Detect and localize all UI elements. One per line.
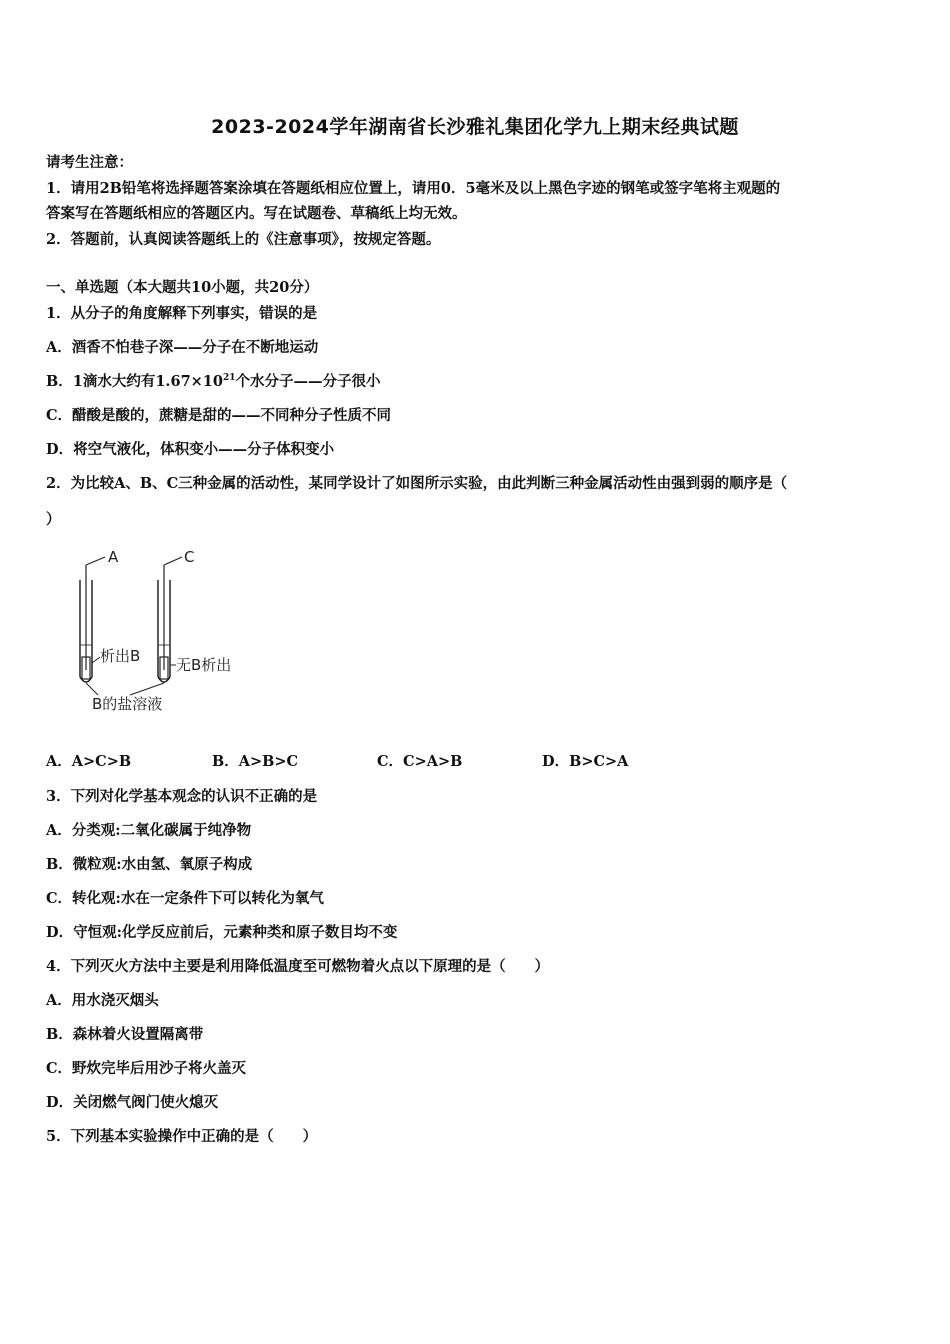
notice-item-1-line-2: 答案写在答题纸相应的答题区内。写在试题卷、草稿纸上均无效。 [46,205,467,222]
notice-item-1-line-1: 1．请用2B铅笔将选择题答案涂填在答题纸相应位置上，请用0．5毫米及以上黑色字迹的钢笔或签字笔将主观题的 [46,180,781,197]
label-metal-a: A [108,548,119,566]
label-no-precipitate: 无B析出 [176,656,232,674]
q2-stem-line-2: ） [46,511,61,528]
section-heading: 一、单选题（本大题共10小题，共20分） [46,279,319,296]
q2-test-tube-figure [70,545,270,720]
q1-option-c: C．醋酸是酸的，蔗糖是甜的——不同种分子性质不同 [46,407,392,424]
q2-figure-svg [70,545,270,720]
notice-heading: 请考生注意： [46,154,133,171]
q2-option-c: C．C>A>B [377,753,463,770]
q2-option-d: D．B>C>A [542,753,629,770]
q3-stem: 3．下列对化学基本观念的认识不正确的是 [46,788,318,805]
exam-title: 2023-2024学年湖南省长沙雅礼集团化学九上期末经典试题 [211,116,739,138]
q1-stem: 1．从分子的角度解释下列事实，错误的是 [46,305,318,322]
q3-option-a: A．分类观:二氧化碳属于纯净物 [46,822,252,839]
q3-option-c: C．转化观:水在一定条件下可以转化为氧气 [46,890,324,907]
q2-stem-line-1: 2．为比较A、B、C三种金属的活动性，某同学设计了如图所示实验，由此判断三种金属活动性由强到弱的顺序是（ [46,475,788,492]
q4-option-c: C．野炊完毕后用沙子将火盖灭 [46,1060,247,1077]
q1-option-b-pre: B．1滴水大约有1.67×10 [46,373,223,390]
q1-option-b-post: 个水分子——分子很小 [235,373,381,390]
label-salt-solution: B的盐溶液 [92,695,163,713]
q2-option-a: A．A>C>B [46,753,132,770]
q3-option-d: D．守恒观:化学反应前后，元素种类和原子数目均不变 [46,924,398,941]
q4-option-d: D．关闭燃气阀门使火熄灭 [46,1094,219,1111]
q5-stem: 5．下列基本实验操作中正确的是（ ） [46,1128,318,1145]
q4-stem: 4．下列灭火方法中主要是利用降低温度至可燃物着火点以下原理的是（ ） [46,958,550,975]
q3-option-b: B．微粒观:水由氢、氧原子构成 [46,856,253,873]
q1-option-a: A．酒香不怕巷子深——分子在不断地运动 [46,339,319,356]
label-precipitate: 析出B [100,647,141,665]
notice-item-2: 2．答题前，认真阅读答题纸上的《注意事项》，按规定答题。 [46,231,441,248]
q1-option-d: D．将空气液化，体积变小——分子体积变小 [46,441,335,458]
q1-option-b [46,370,381,391]
label-metal-c: C [184,548,195,566]
q4-option-a: A．用水浇灭烟头 [46,992,159,1009]
q1-option-b-exponent: 21 [223,373,236,384]
q2-option-b: B．A>B>C [212,753,299,770]
q4-option-b: B．森林着火设置隔离带 [46,1026,204,1043]
